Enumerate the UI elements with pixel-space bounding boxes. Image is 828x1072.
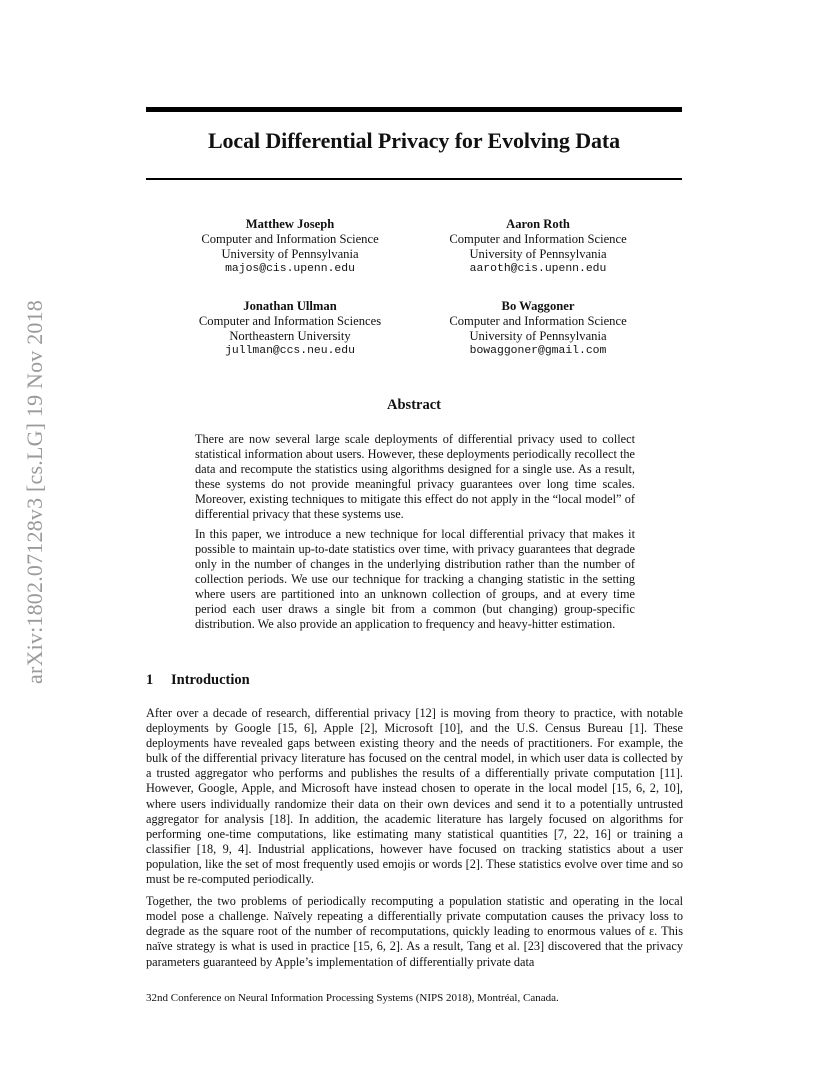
- introduction-body: [146, 706, 683, 977]
- author-email[interactable]: jullman@ccs.neu.edu: [225, 345, 355, 357]
- author-block: [418, 217, 658, 277]
- author-block: [170, 217, 410, 277]
- arxiv-stamp: [22, 252, 48, 732]
- body-paragraph: Together, the two problems of periodically recomputing a population statistic and operating in the local model pose a challenge. Naïvely repeating a differentially private computation causes the privacy loss to degrade as the square root of the number of recomputations, quickly leading to enormous values of ε. This naïve strategy is what is used in practice [15, 6, 2]. As a result, Tang et al. [23] discovered that the privacy parameters guaranteed by Apple’s implementation of differentially private data: [146, 894, 683, 969]
- author-department: Computer and Information Sciences: [198, 314, 382, 328]
- author-name: Aaron Roth: [506, 217, 570, 231]
- section-title: Introduction: [171, 672, 250, 688]
- conference-footer: 32nd Conference on Neural Information Processing Systems (NIPS 2018), Montréal, Canada.: [146, 992, 559, 1004]
- title-top-rule: [146, 107, 682, 112]
- author-block: [170, 299, 410, 359]
- body-paragraph: After over a decade of research, differential privacy [12] is moving from theory to practice, with notable deployments by Google [15, 6], Apple [2], Microsoft [10], and the U.S. Census Bureau [1]. These deployments have revealed gaps between existing theory and the needs of practitioners. For example, the bulk of the differential privacy literature has focused on the central model, in which user data is collected by a trusted aggregator who performs and publishes the results of a differentially private computation [11]. However, Google, Apple, and Microsoft have instead chosen to operate in the local model [15, 6, 2, 10], where users individually randomize their data on their own devices and send it to a potentially untrusted aggregator for analysis [18]. In addition, the academic literature has largely focused on algorithms for performing one-time computations, like estimating many statistical quantities [7, 22, 16] or training a classifier [18, 9, 4]. Industrial applications, however have focused on tracking statistics about a user population, like the set of most frequently used emojis or words [2]. These statistics evolve over time and so must be re-computed periodically.: [146, 706, 683, 887]
- author-name: Jonathan Ullman: [243, 299, 337, 313]
- section-heading: [146, 672, 250, 689]
- abstract-paragraph: In this paper, we introduce a new technique for local differential privacy that makes it possible to maintain up-to-date statistics over time, with privacy guarantees that degrade only in the number of changes in the underlying distribution rather than the number of collection periods. We use our technique for tracking a changing statistic in the setting where users are partitioned into an unknown collection of groups, and at every time period each user draws a single bit from a common (but changing) group-specific distribution. We also provide an application to frequency and heavy-hitter estimation.: [195, 526, 635, 632]
- author-name: Bo Waggoner: [501, 299, 575, 313]
- author-institution: University of Pennsylvania: [221, 247, 359, 261]
- section-number: 1: [146, 672, 154, 688]
- author-department: Computer and Information Science: [449, 232, 627, 246]
- author-institution: Northeastern University: [229, 329, 351, 343]
- author-institution: University of Pennsylvania: [469, 247, 607, 261]
- arxiv-stamp-text: arXiv:1802.07128v3 [cs.LG] 19 Nov 2018: [22, 300, 47, 684]
- author-department: Computer and Information Science: [449, 314, 627, 328]
- author-email[interactable]: majos@cis.upenn.edu: [225, 263, 355, 275]
- abstract-heading: Abstract: [387, 397, 441, 413]
- author-name: Matthew Joseph: [245, 217, 335, 231]
- author-department: Computer and Information Science: [201, 232, 379, 246]
- author-email[interactable]: bowaggoner@gmail.com: [469, 345, 607, 357]
- paper-title: Local Differential Privacy for Evolving Data: [207, 128, 621, 153]
- author-institution: University of Pennsylvania: [469, 329, 607, 343]
- abstract-paragraph: There are now several large scale deployments of differential privacy used to collect statistical information about users. However, these deployments periodically recollect the data and recompute the statistics using algorithms designed for a single use. As a result, these systems do not provide meaningful privacy guarantees over long time scales. Moreover, existing techniques to mitigate this effect do not apply in the “local model” of differential privacy that these systems use.: [195, 432, 635, 522]
- title-bottom-rule: [146, 178, 682, 180]
- abstract-body: [195, 432, 635, 636]
- author-block: [418, 299, 658, 359]
- author-email[interactable]: aaroth@cis.upenn.edu: [469, 263, 607, 275]
